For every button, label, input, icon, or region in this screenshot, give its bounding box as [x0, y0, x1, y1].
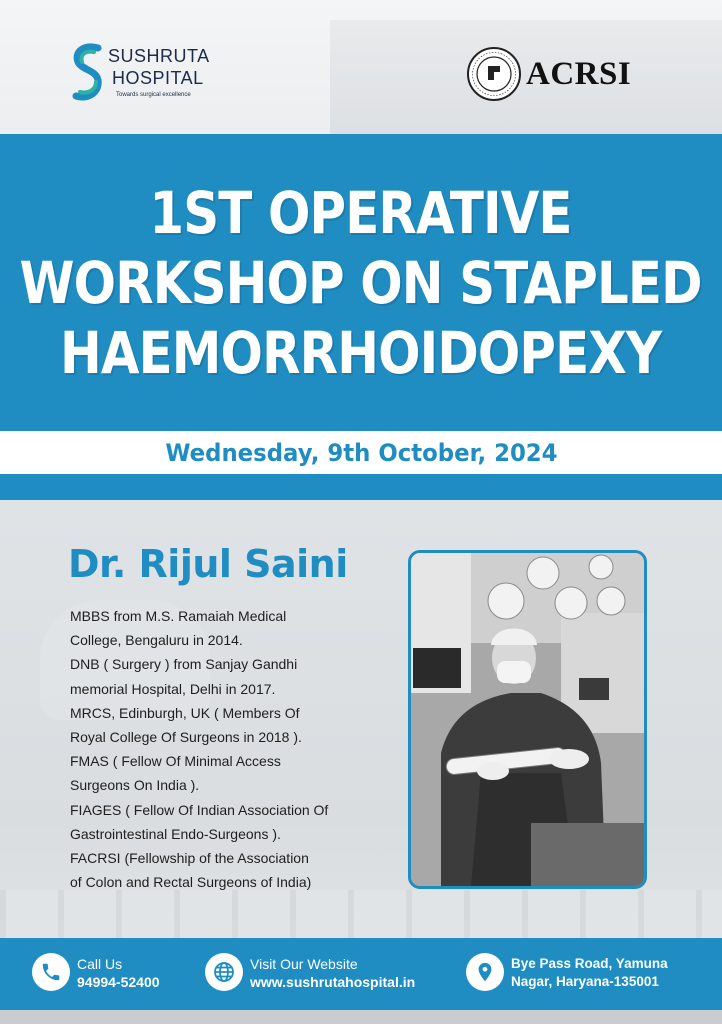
qualification-line: Royal College Of Surgeons in 2018 ). [70, 729, 302, 746]
event-date: Wednesday, 9th October, 2024 [164, 438, 558, 467]
qualification-line: FACRSI (Fellowship of the Association [70, 850, 309, 867]
globe-icon [205, 953, 243, 991]
phone-number[interactable]: 94994-52400 [77, 974, 160, 990]
location-pin-icon [466, 953, 504, 991]
call-us-label: Call Us [77, 956, 123, 972]
background-fence [0, 890, 722, 938]
qualification-line: MRCS, Edinburgh, UK ( Members Of [70, 704, 300, 721]
qualification-line: MBBS from M.S. Ramaiah Medical [70, 608, 287, 624]
hospital-name-line2: HOSPITAL [112, 68, 204, 88]
sushruta-hospital-logo [70, 42, 210, 104]
event-title-line-3: HAEMORRHOIDOPEXY [60, 318, 662, 387]
footer-bottom-edge [0, 1010, 722, 1024]
website-url[interactable]: www.sushrutahospital.in [250, 974, 416, 990]
qualification-line: DNB ( Surgery ) from Sanjay Gandhi [70, 656, 298, 673]
divider-strip [0, 474, 722, 500]
association-seal-icon [466, 46, 522, 102]
sushruta-s-emblem-icon [70, 42, 106, 104]
qualification-line: FMAS ( Fellow Of Minimal Access [70, 753, 281, 770]
qualification-line: FIAGES ( Fellow Of Indian Association Of [70, 801, 329, 818]
qualification-line: memorial Hospital, Delhi in 2017. [70, 680, 276, 697]
qualification-line: Surgeons On India ). [70, 777, 200, 794]
event-title-band [0, 134, 722, 431]
event-title-line-2: WORKSHOP ON STAPLED [19, 248, 703, 317]
event-title-line-1: 1ST OPERATIVE [149, 178, 573, 247]
hospital-name-line1: SUSHRUTA [108, 46, 210, 66]
qualification-line: College, Bengaluru in 2014. [70, 632, 243, 649]
address-line-1: Bye Pass Road, Yamuna [511, 956, 668, 971]
hospital-tagline: Towards surgical excellence [116, 92, 191, 98]
speaker-photo [408, 550, 647, 889]
address-line-2: Nagar, Haryana-135001 [511, 974, 659, 989]
website-label: Visit Our Website [250, 956, 358, 972]
speaker-name: Dr. Rijul Saini [68, 542, 348, 586]
event-date-band [0, 431, 722, 474]
phone-icon [32, 953, 70, 991]
qualification-line: of Colon and Rectal Surgeons of India) [70, 874, 312, 891]
contact-footer [0, 938, 722, 1010]
qualification-line: Gastrointestinal Endo-Surgeons ). [70, 825, 281, 842]
acrsi-text: ACRSI [526, 56, 632, 92]
speaker-qualifications [70, 604, 370, 894]
acrsi-logo [466, 46, 646, 102]
